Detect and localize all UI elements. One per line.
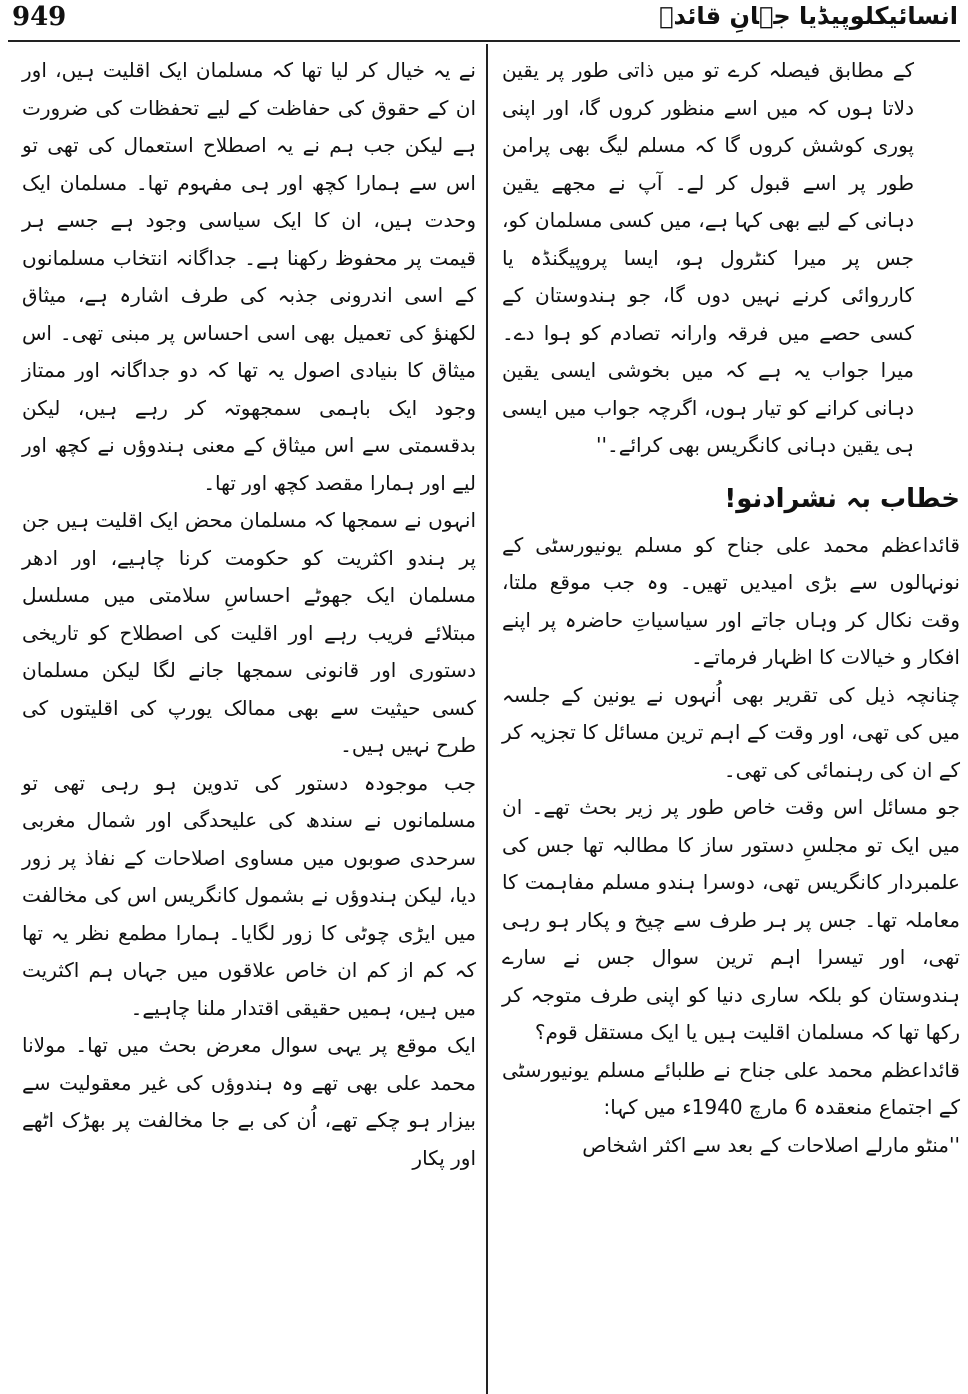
paragraph: قائداعظم محمد علی جناح کو مسلم یونیورسٹی کے نونہالوں سے بڑی امیدیں تھیں۔ وہ جب موقع ملتا، وقت نکال کر وہاں جاتے اور سیاسیاتِ حاضرہ پر اپنے افکار و خیالات کا اظہار فرماتے۔	[502, 532, 960, 669]
header-rule	[8, 40, 960, 42]
paragraph: انہوں نے سمجھا کہ مسلمان محض ایک اقلیت ہیں جن پر ہندو اکثریت کو حکومت کرنا چاہیے، اور ادھر مسلمان ایک جھوٹے احساسِ سلامتی میں مسلسل مبتلائے فریب رہے اور اقلیت کی اصطلاح کو تاریخی دستوری اور قانونی سمجھا جانے لگا لیکن مسلمان کسی حیثیت سے بھی ممالک یورپ کی اقلیتوں کی طرح نہیں ہیں۔	[22, 508, 476, 757]
paragraph: جب موجودہ دستور کی تدوین ہو رہی تھی تو مسلمانوں نے سندھ کی علیحدگی اور شمال مغربی سرحدی صوبوں میں مساوی اصلاحات کے نفاذ پر زور دیا، لیکن ہندوؤں نے بشمول کانگریس اس کی مخالفت میں ایڑی چوٹی کا زور لگایا۔ ہمارا مطمع نظر یہ تھا کہ کم از کم ان خاص علاقوں میں جہاں ہم اکثریت میں ہیں، ہمیں حقیقی اقتدار ملنا چاہیے۔	[22, 770, 476, 1020]
paragraph: ایک موقع پر یہی سوال معرض بحث میں تھا۔ مولانا محمد علی بھی تھے وہ ہندوؤں کی غیر معقولیت سے بیزار ہو چکے تھے، اُن کی بے جا مخالفت پر بھڑک اٹھے اور پکار	[22, 1033, 476, 1170]
paragraph: جو مسائل اس وقت خاص طور پر زیر بحث تھے۔ ان میں ایک تو مجلسِ دستور ساز کا مطالبہ تھا جس کی علمبردار کانگریس تھی، دوسرا ہندو مسلم مفاہمت کا معاملہ تھا۔ جس پر ہر طرف سے چیخ و پکار ہو رہی تھی، اور تیسرا اہم ترین سوال جس نے سارے ہندوستان کو بلکہ ساری دنیا کو اپنی طرف متوجہ کر رکھا تھا کہ مسلمان اقلیت ہیں یا ایک مستقل قوم؟	[502, 795, 960, 1044]
paragraph: چنانچہ ذیل کی تقریر بھی اُنہوں نے یونین کے جلسہ میں کی تھی، اور وقت کے اہم ترین مسائل کا تجزیہ کر کے ان کی رہنمائی کی تھی۔	[502, 682, 960, 782]
paragraph: نے یہ خیال کر لیا تھا کہ مسلمان ایک اقلیت ہیں، اور ان کے حقوق کی حفاظت کے لیے تحفظات کی ضرورت ہے لیکن جب ہم نے یہ اصطلاح استعمال کی تھی تو اس سے ہمارا کچھ اور ہی مفہوم تھا۔ مسلمان ایک وحدت ہیں، ان کا ایک سیاسی وجود ہے جسے ہر قیمت پر محفوظ رکھنا ہے۔ جداگانہ انتخاب مسلمانوں کے اسی اندرونی جذبہ کی طرف اشارہ ہے، میثاق لکھنؤ کی تعمیل بھی اسی احساس پر مبنی تھی۔ اس میثاق کا بنیادی اصول یہ تھا کہ دو جداگانہ اور ممتاز وجود ایک باہمی سمجھوتہ کر رہے ہیں، لیکن بدقسمتی سے اس میثاق کے معنی ہندوؤں نے کچھ اور لیے اور ہمارا مقصد کچھ اور تھا۔	[22, 58, 476, 495]
column-divider	[486, 44, 488, 1394]
running-title: انسائیکلوپیڈیا جہانِ قائدؒ	[659, 2, 958, 30]
right-column	[502, 52, 960, 1164]
left-column	[22, 52, 476, 1177]
quote-paragraph: کے مطابق فیصلہ کرے تو میں ذاتی طور پر یقین دلاتا ہوں کہ میں اسے منظور کروں گا، اور اپنی پوری کوشش کروں گا کہ مسلم لیگ بھی پرامن طور پر اسے قبول کر لے۔ آپ نے مجھے یقین دہانی کے لیے بھی کہا ہے، میں کسی مسلمان کو، جس پر میرا کنٹرول ہو، ایسا پروپیگنڈہ یا کارروائی کرنے نہیں دوں گا، جو ہندوستان کے کسی حصے میں فرقہ وارانہ تصادم کو ہوا دے۔ میرا جواب یہ ہے کہ میں بخوشی ایسی یقین دہانی کرانے کو تیار ہوں، اگرچہ جواب میں ایسی ہی یقین دہانی کانگریس بھی کرائے۔''	[502, 58, 914, 457]
section-heading: خطاب بہ نشرادنو!	[724, 483, 960, 514]
page-header	[0, 0, 968, 48]
paragraph: قائداعظم محمد علی جناح نے طلبائے مسلم یونیورسٹی کے اجتماع منعقدہ 6 مارچ 1940ء میں کہا:	[502, 1057, 960, 1119]
page-number: 949	[12, 2, 67, 32]
paragraph: ''منٹو مارلے اصلاحات کے بعد سے اکثر اشخاص	[582, 1132, 960, 1157]
